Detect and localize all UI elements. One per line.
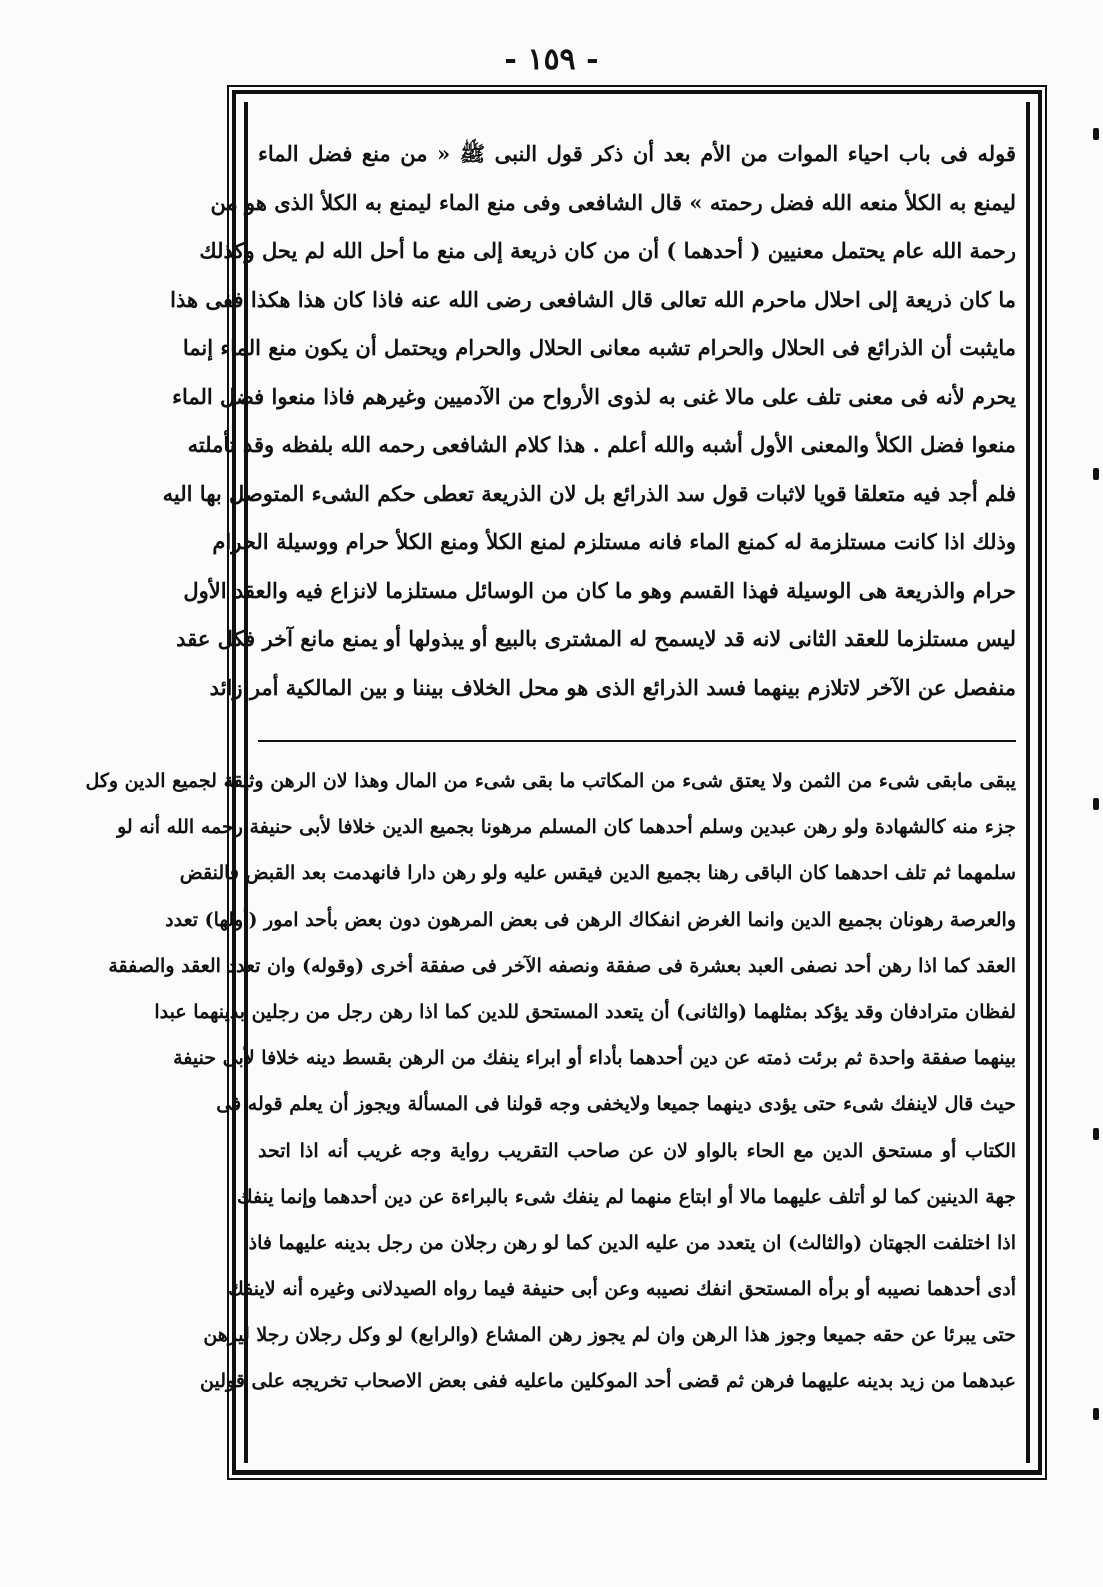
main-text-section [85,758,1016,1405]
commentary-section [162,130,1016,712]
commentary-line: ليس مستلزما للعقد الثانى لانه قد لايسمح له المشترى بالبيع أو يبذولها أو يمنع مانع آخر فكل عقد [176,626,1016,651]
commentary-line: يحرم لأنه فى معنى تلف على مالا غنى به لذوى الأرواح من الآدميين وغيرهم فاذا منعوا فضل الماء [172,383,1016,409]
page-number: - ١٥٩ - [504,42,599,77]
frame-inner-rule-right [1026,102,1030,1463]
main-text-line: يبقى مابقى شىء من الثمن ولا يعتق شىء من المكاتب ما بقى شىء من المال وهذا لان الرهن وثيقة لجميع الدين وكل [85,770,1016,792]
binding-hole-mark [1093,468,1099,480]
main-text-line: حتى يبرئا عن حقه جميعا وجوز هذا الرهن وان لم يجوز رهن المشاع (والرابع) لو وكل رجلان رجلا ليرهن [203,1324,1016,1347]
binding-hole-mark [1093,1128,1099,1140]
section-divider [258,740,1016,742]
commentary-line: رحمة الله عام يحتمل معنيين ( أحدهما ) أن من كان ذريعة إلى منع ما أحل الله لم يحل وكذلك [199,238,1016,263]
commentary-line: فلم أجد فيه متعلقا قويا لاثبات قول سد الذرائع بل لان الذريعة تعطى حكم الشىء المتوصل بها اليه [162,480,1016,506]
binding-hole-mark [1093,798,1099,810]
commentary-line: مايثبت أن الذرائع فى الحلال والحرام تشبه معانى الحلال والحرام ويحتمل أن يكون منع الماء إنما [182,335,1016,360]
commentary-line: ما كان ذريعة إلى احلال ماحرم الله تعالى قال الشافعى رضى الله عنه فاذا كان هذا هكذا ففى هذا [170,286,1016,312]
commentary-line: حرام والذريعة هى الوسيلة فهذا القسم وهو ما كان من الوسائل مستلزما لانزاع فيه والعقد الأول [183,577,1016,603]
main-text-line: أدى أحدهما نصيبه أو برأه المستحق انفك نصيبه وعن أبى حنيفة فيما رواه الصيدلانى وغيره أنه لاينفك [228,1278,1016,1301]
binding-hole-mark [1093,1408,1099,1420]
main-text-line: جهة الدينين كما لو أتلف عليهما مالا أو ابتاع منهما لم ينفك شىء بالبراءة عن دين أحدهما وإنما ينفك [237,1185,1016,1208]
main-text-line: بينهما صفقة واحدة ثم برئت ذمته عن دين أحدهما بأداء أو ابراء ينفك من الرهن بقسط دينه خلافا لأبى حنيفة [173,1047,1016,1070]
commentary-line: وذلك اذا كانت مستلزمة له كمنع الماء فانه مستلزم لمنع الكلأ ومنع الكلأ حرام ووسيلة الحرام [212,529,1016,554]
main-text-line: سلمهما ثم تلف احدهما كان الباقى رهنا بجميع الدين فيقس عليه ولو رهن دارا فانهدمت بعد القبض فالنقض [179,862,1016,885]
bottom-rule [236,1470,1042,1473]
main-text-line: اذا اختلفت الجهتان (والثالث) ان يتعدد من عليه الدين كما لو رهن رجلان من رجل بدينه عليهما فاذا [243,1231,1016,1254]
main-text-line: حيث قال لاينفك شىء حتى يؤدى دينهما جميعا ولايخفى وجه قولنا فى المسألة ويجوز أن يعلم قوله فى [216,1093,1016,1116]
main-text-line: والعرصة رهونان بجميع الدين وانما الغرض انفكاك الرهن فى بعض المرهون دون بعض بأحد امور (أولها) تعدد [165,908,1016,931]
main-text-line: عبدهما من زيد بدينه عليهما فرهن ثم قضى أحد الموكلين ماعليه ففى بعض الاصحاب تخريجه على قولين [200,1370,1016,1393]
main-text-line: جزء منه كالشهادة ولو رهن عبدين وسلم أحدهما كان المسلم مرهونا بجميع الدين خلافا لأبى حنيفة رحمه الله أنه لو [117,816,1016,839]
text-frame [85,90,1042,1475]
commentary-line: منفصل عن الآخر لاتلازم بينهما فسد الذرائع الذى هو محل الخلاف بيننا و بين المالكية أمر زائد [209,674,1016,700]
main-text-line: العقد كما اذا رهن أحد نصفى العبد بعشرة فى صفقة ونصفه الآخر فى صفقة أخرى (وقوله) وان تعدد العقد والصفقة [108,954,1016,977]
commentary-line: ليمنع به الكلأ منعه الله فضل رحمته » قال الشافعى وفى منع الماء ليمنع به الكلأ الذى هو من [210,189,1016,215]
commentary-line: قوله فى باب احياء الموات من الأم بعد أن ذكر قول النبى ﷺ « من منع فضل الماء [258,141,1016,166]
main-text-line: لفظان مترادفان وقد يؤكد بمثلهما (والثانى) أن يتعدد المستحق للدين كما اذا رهن رجل من رجلين بدينهما عبدا [154,1000,1016,1023]
main-text-line: الكتاب أو مستحق الدين مع الحاء بالواو لان عن صاحب التقريب رواية وجه غريب أنه اذا اتحد [258,1139,1016,1162]
binding-hole-mark [1093,128,1099,140]
commentary-line: منعوا فضل الكلأ والمعنى الأول أشبه والله أعلم . هذا كلام الشافعى رحمه الله بلفظه وقد تأملته [187,432,1016,457]
